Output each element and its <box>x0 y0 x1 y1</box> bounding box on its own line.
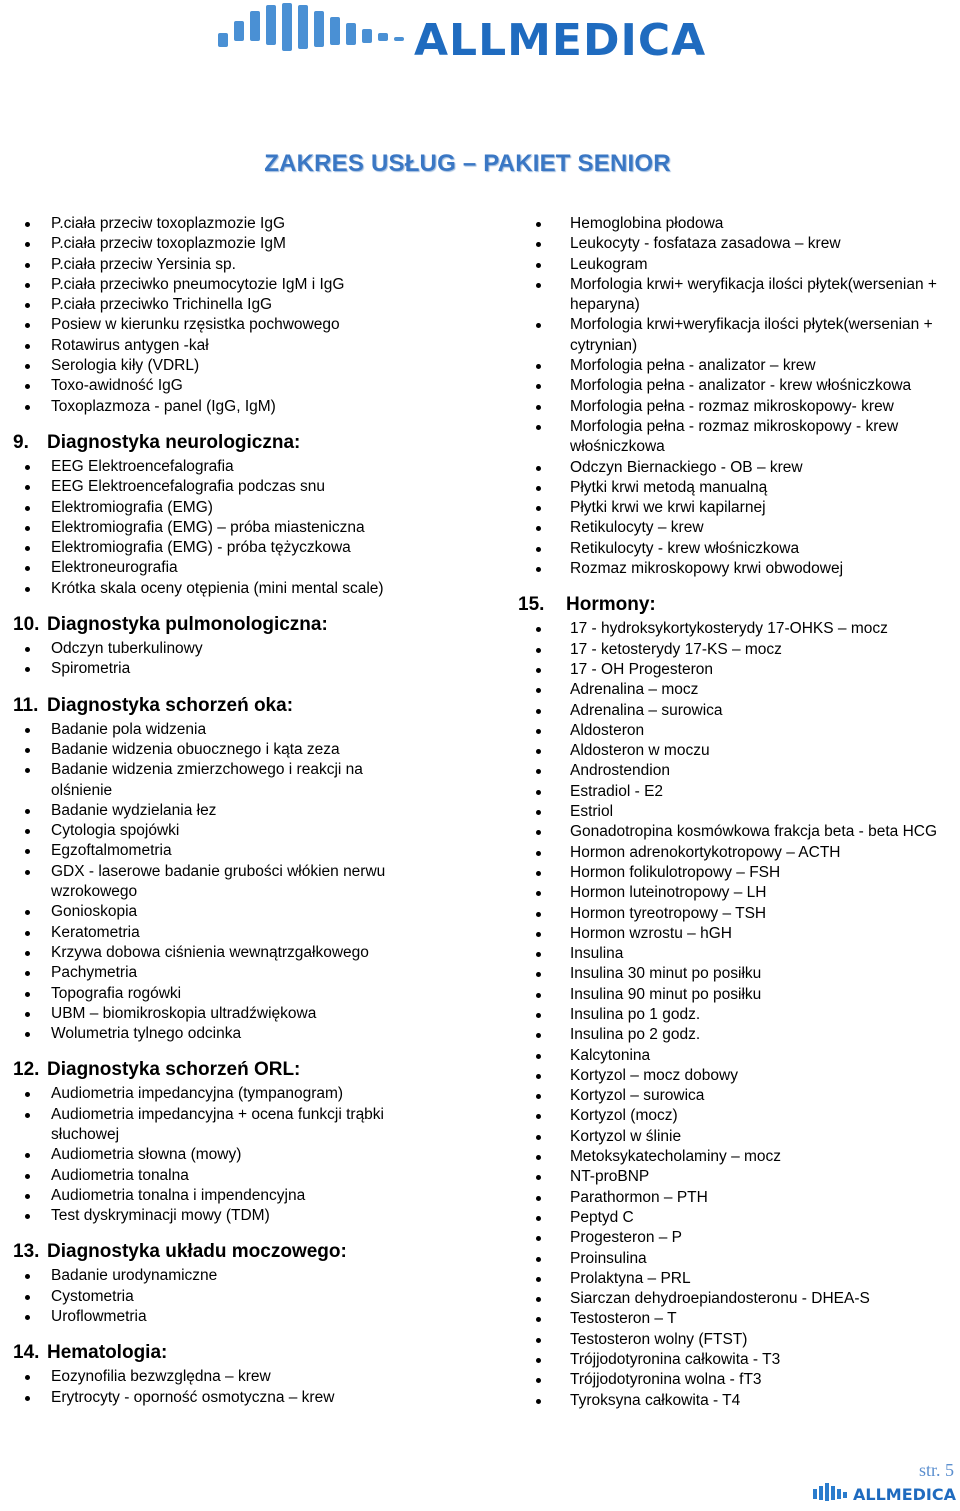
list-item: Aldosteron <box>518 721 948 741</box>
list-item: Kortyzol w ślinie <box>518 1127 948 1147</box>
footer-logo-mark-icon <box>813 1483 849 1505</box>
list-item: Cystometria <box>13 1287 423 1307</box>
list-item: Estradiol - E2 <box>518 782 948 802</box>
list-item: Estriol <box>518 802 948 822</box>
list-item: 17 - ketosterydy 17-KS – mocz <box>518 640 948 660</box>
list-item: Spirometria <box>13 659 423 679</box>
list-item: Metoksykatecholaminy – mocz <box>518 1147 948 1167</box>
list-item: Gonioskopia <box>13 902 423 922</box>
list-item: Audiometria słowna (mowy) <box>13 1145 423 1165</box>
section-title: Hematologia: <box>47 1342 168 1364</box>
list-item: EEG Elektroencefalografia <box>13 457 423 477</box>
section-number: 13. <box>13 1241 40 1263</box>
logo-mark-icon <box>218 3 408 67</box>
list-item: Peptyd C <box>518 1208 948 1228</box>
right-column <box>518 214 948 1411</box>
list-item: Badanie wydzielania łez <box>13 801 423 821</box>
section-list <box>13 639 423 680</box>
list-item: Kortyzol (mocz) <box>518 1106 948 1126</box>
section-list <box>13 457 423 599</box>
list-item: Insulina po 2 godz. <box>518 1025 948 1045</box>
list-item: Morfologia pełna - rozmaz mikroskopowy - krew włośniczkowa <box>518 417 948 458</box>
list-item: P.ciała przeciw toxoplazmozie IgG <box>13 214 423 234</box>
list-item: NT-proBNP <box>518 1167 948 1187</box>
list-item: Kortyzol – surowica <box>518 1086 948 1106</box>
section-list <box>13 1266 423 1327</box>
section-title: Diagnostyka schorzeń ORL: <box>47 1059 301 1081</box>
list-item: P.ciała przeciw Yersinia sp. <box>13 255 423 275</box>
list-item: Topografia rogówki <box>13 984 423 1004</box>
list-item: Morfologia pełna - analizator - krew włośniczkowa <box>518 376 948 396</box>
section-number: 10. <box>13 614 40 636</box>
list-item: Badanie widzenia zmierzchowego i reakcji na olśnienie <box>13 760 423 801</box>
list-item: Audiometria tonalna i impendencyjna <box>13 1186 423 1206</box>
list-item: Morfologia pełna - rozmaz mikroskopowy- krew <box>518 397 948 417</box>
list-item: Posiew w kierunku rzęsistka pochwowego <box>13 315 423 335</box>
list-item: Egzoftalmometria <box>13 841 423 861</box>
section-title: Hormony: <box>566 594 656 616</box>
list-item: P.ciała przeciwko pneumocytozie IgM i IgG <box>13 275 423 295</box>
list-item: P.ciała przeciw toxoplazmozie IgM <box>13 234 423 254</box>
list-item: Insulina 30 minut po posiłku <box>518 964 948 984</box>
list-item: Krzywa dobowa ciśnienia wewnątrzgałkowego <box>13 943 423 963</box>
list-item: Kortyzol – mocz dobowy <box>518 1066 948 1086</box>
section-list <box>13 720 423 1045</box>
list-item: Retikulocyty – krew <box>518 518 948 538</box>
list-item: Leukogram <box>518 255 948 275</box>
list-item: GDX - laserowe badanie grubości włókien nerwu wzrokowego <box>13 862 423 903</box>
section-heading <box>13 1241 423 1263</box>
list-item: Proinsulina <box>518 1249 948 1269</box>
list-item: Leukocyty - fosfataza zasadowa – krew <box>518 234 948 254</box>
list-item: 17 - OH Progesteron <box>518 660 948 680</box>
list-item: Siarczan dehydroepiandosteronu - DHEA-S <box>518 1289 948 1309</box>
list-item: Hemoglobina płodowa <box>518 214 948 234</box>
list-item: Elektroneurografia <box>13 558 423 578</box>
list-item: Retikulocyty - krew włośniczkowa <box>518 539 948 559</box>
list-item: Prolaktyna – PRL <box>518 1269 948 1289</box>
section-number: 15. <box>518 594 545 616</box>
section-list <box>13 1084 423 1226</box>
list-item: Elektromiografia (EMG) <box>13 498 423 518</box>
list-item: Morfologia pełna - analizator – krew <box>518 356 948 376</box>
list-item: Insulina po 1 godz. <box>518 1005 948 1025</box>
list-item: Toxoplazmoza - panel (IgG, IgM) <box>13 397 423 417</box>
intro-list <box>13 214 423 417</box>
list-item: Krótka skala oceny otępienia (mini mental scale) <box>13 579 423 599</box>
list-item: Keratometria <box>13 923 423 943</box>
list-item: Eozynofilia bezwzględna – krew <box>13 1367 423 1387</box>
section-number: 11. <box>13 694 39 716</box>
list-item: Badanie urodynamiczne <box>13 1266 423 1286</box>
list-item: Kalcytonina <box>518 1046 948 1066</box>
list-item: Pachymetria <box>13 963 423 983</box>
list-item: Gonadotropina kosmówkowa frakcja beta - beta HCG <box>518 822 948 842</box>
section-heading <box>13 432 423 454</box>
list-item: Badanie widzenia obuocznego i kąta zeza <box>13 740 423 760</box>
header-logo <box>218 0 706 70</box>
footer-logo <box>813 1483 956 1505</box>
section-heading <box>13 1342 423 1364</box>
list-item: Hormon tyreotropowy – TSH <box>518 904 948 924</box>
list-item: Adrenalina – surowica <box>518 701 948 721</box>
section-number: 9. <box>13 431 29 453</box>
section-heading <box>518 594 948 616</box>
list-item: Insulina 90 minut po posiłku <box>518 985 948 1005</box>
list-item: Parathormon – PTH <box>518 1188 948 1208</box>
list-item: Hormon luteinotropowy – LH <box>518 883 948 903</box>
list-item: Audiometria tonalna <box>13 1166 423 1186</box>
section-title: Diagnostyka schorzeń oka: <box>47 694 294 716</box>
list-item: Erytrocyty - oporność osmotyczna – krew <box>13 1388 423 1408</box>
list-item: Wolumetria tylnego odcinka <box>13 1024 423 1044</box>
list-item: Androstendion <box>518 761 948 781</box>
list-item: Test dyskryminacji mowy (TDM) <box>13 1206 423 1226</box>
section-heading <box>13 614 423 636</box>
list-item: Morfologia krwi+ weryfikacja ilości płytek(wersenian + heparyna) <box>518 275 948 316</box>
list-item: 17 - hydroksykortykosterydy 17-OHKS – mocz <box>518 619 948 639</box>
list-item: Uroflowmetria <box>13 1307 423 1327</box>
list-item: Audiometria impedancyjna + ocena funkcji trąbki słuchowej <box>13 1105 423 1146</box>
list-item: Elektromiografia (EMG) - próba tężyczkowa <box>13 538 423 558</box>
list-item: Hormon folikulotropowy – FSH <box>518 863 948 883</box>
list-item: Płytki krwi we krwi kapilarnej <box>518 498 948 518</box>
list-item: Testosteron – T <box>518 1309 948 1329</box>
list-item: Rozmaz mikroskopowy krwi obwodowej <box>518 559 948 579</box>
section-number: 14. <box>13 1342 40 1364</box>
page-title: ZAKRES USŁUG – PAKIET SENIOR <box>264 150 671 177</box>
list-item: Toxo-awidność IgG <box>13 376 423 396</box>
intro-list <box>518 214 948 579</box>
page-number: str. 5 <box>918 1460 954 1480</box>
section-number: 12. <box>13 1059 40 1081</box>
list-item: Odczyn tuberkulinowy <box>13 639 423 659</box>
list-item: Aldosteron w moczu <box>518 741 948 761</box>
list-item: Elektromiografia (EMG) – próba miasteniczna <box>13 518 423 538</box>
section-heading <box>13 1059 423 1081</box>
list-item: UBM – biomikroskopia ultradźwiękowa <box>13 1004 423 1024</box>
section-heading <box>13 695 423 717</box>
list-item: Serologia kiły (VDRL) <box>13 356 423 376</box>
list-item: Hormon wzrostu – hGH <box>518 924 948 944</box>
section-title: Diagnostyka pulmonologiczna: <box>47 614 328 636</box>
list-item: Trójjodotyronina całkowita - T3 <box>518 1350 948 1370</box>
section-title: Diagnostyka układu moczowego: <box>47 1241 347 1263</box>
list-item: Testosteron wolny (FTST) <box>518 1330 948 1350</box>
footer-logo-text: ALLMEDICA <box>853 1484 956 1504</box>
list-item: Adrenalina – mocz <box>518 680 948 700</box>
list-item: Rotawirus antygen -kał <box>13 336 423 356</box>
logo-text: ALLMEDICA <box>414 14 707 66</box>
list-item: Progesteron – P <box>518 1228 948 1248</box>
list-item: Tyroksyna całkowita - T4 <box>518 1391 948 1411</box>
list-item: Trójjodotyronina wolna - fT3 <box>518 1370 948 1390</box>
list-item: Płytki krwi metodą manualną <box>518 478 948 498</box>
list-item: Audiometria impedancyjna (tympanogram) <box>13 1084 423 1104</box>
list-item: Hormon adrenokortykotropowy – ACTH <box>518 843 948 863</box>
section-list <box>518 619 948 1411</box>
list-item: Morfologia krwi+weryfikacja ilości płytek(wersenian + cytrynian) <box>518 315 948 356</box>
list-item: Odczyn Biernackiego - OB – krew <box>518 458 948 478</box>
list-item: P.ciała przeciwko Trichinella IgG <box>13 295 423 315</box>
list-item: EEG Elektroencefalografia podczas snu <box>13 477 423 497</box>
left-column <box>13 214 423 1408</box>
section-list <box>13 1367 423 1408</box>
list-item: Badanie pola widzenia <box>13 720 423 740</box>
section-title: Diagnostyka neurologiczna: <box>47 431 301 453</box>
list-item: Cytologia spojówki <box>13 821 423 841</box>
list-item: Insulina <box>518 944 948 964</box>
